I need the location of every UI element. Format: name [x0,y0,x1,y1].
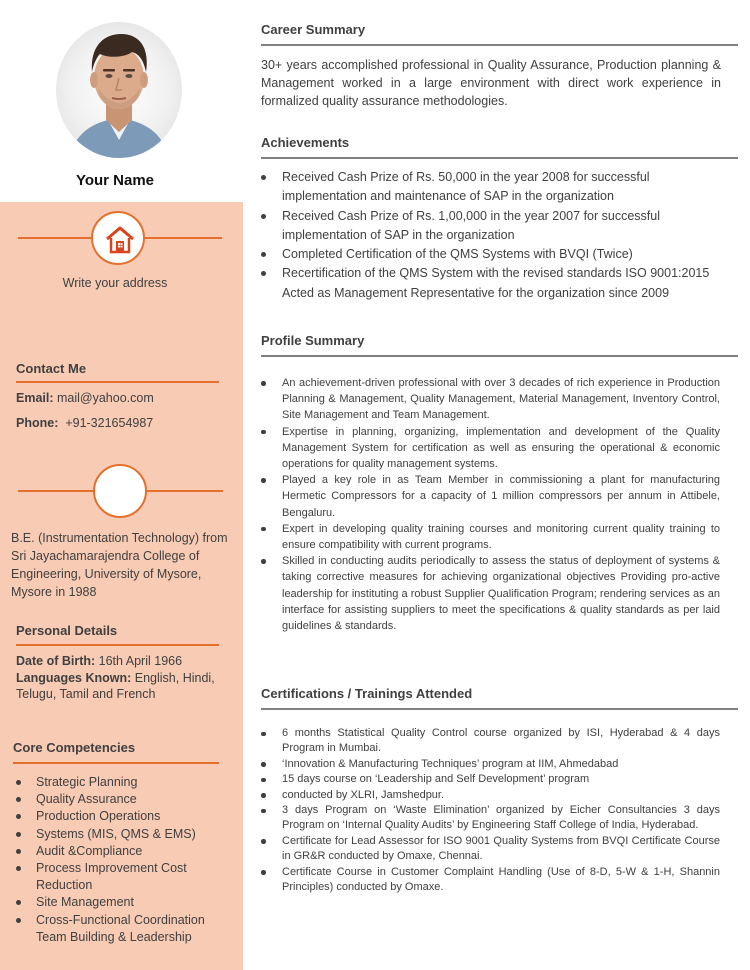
list-item: ‘Innovation & Manufacturing Techniques’ program at IIM, Ahmedabad [282,757,720,772]
certifications-list [282,726,720,895]
profile-summary-list [282,375,720,634]
list-item: Process Improvement Cost Reduction [36,860,236,894]
home-icon-circle [91,211,145,265]
list-item: 6 months Statistical Quality Control course organized by ISI, Hyderabad & 4 days Program in Mumbai. [282,726,720,757]
list-item: Audit &Compliance [36,843,236,860]
education-divider-right [146,490,223,492]
list-item: conducted by XLRI, Jamshedpur. [282,788,720,803]
list-item: Received Cash Prize of Rs. 1,00,000 in the year 2007 for successful implementation of SAP in the organization [282,207,727,246]
phone-line [16,416,153,430]
list-item: Certificate for Lead Assessor for ISO 9001 Quality Systems from BVQI Certificate Course in GR&R conducted by Omaxe, Chennai. [282,834,720,865]
certifications-title: Certifications / Trainings Attended [261,686,473,701]
education-text: B.E. (Instrumentation Technology) from Sri Jayachamarajendra College of Engineering, University of Mysore, Mysore in 1988 [11,531,228,599]
list-item: Expert in developing quality training courses and monitoring current quality training to ensure compatibility with current programs. [282,521,720,553]
address-divider-right [145,237,222,239]
email-line [16,391,154,405]
list-item: 3 days Program on ‘Waste Elimination’ organized by Eicher Consultancies 3 days Program on ‘Internal Quality Audits’ by Engineering Staff College of India, Hyderabad. [282,803,720,834]
list-item: 15 days course on ‘Leadership and Self Development’ program [282,772,720,787]
career-summary-text: 30+ years accomplished professional in Quality Assurance, Production planning & Management worked in a large environment with direct work experience in formalized quality assurance methodologies. [261,58,721,108]
phone-label: Phone: [16,416,59,430]
personal-details-rule [16,644,219,646]
address-divider-left [18,237,92,239]
languages-value: English, Hindi, Telugu, Tamil and French [16,670,215,701]
phone-value: +91-321654987 [65,416,154,430]
education-icon-circle [93,464,147,518]
email-value: mail@yahoo.com [57,391,154,405]
list-item: Cross-Functional Coordination Team Building & Leadership [36,912,236,946]
certifications-rule [261,708,738,710]
profile-photo [56,22,182,158]
list-item: An achievement-driven professional with over 3 decades of rich experience in Production Planning & Management, Quality Management, Material Management, Inventory Control, Site Management and Team Management. [282,375,720,424]
languages-label: Languages Known: [16,670,132,685]
core-competencies-rule [13,762,219,764]
profile-summary-title: Profile Summary [261,333,365,348]
list-item: Production Operations [36,808,236,825]
list-item: Strategic Planning [36,774,236,791]
personal-details-title: Personal Details [16,623,118,638]
list-item: Recertification of the QMS System with the revised standards ISO 9001:2015 Acted as Management Representative for the organization since 2009 [282,264,727,303]
list-item: Expertise in planning, organizing, implementation and development of the Quality Management System for certification as well as ensuring the operational & economic operations for quality management systems. [282,424,720,473]
achievements-title: Achievements [261,135,350,150]
home-icon [104,224,136,256]
list-item: Played a key role in as Team Member in commissioning a plant for manufacturing Hermetic Compressors for a capacity of 1 million compressors per annum in Attibele, Bengaluru. [282,472,720,521]
education-divider-left [18,490,94,492]
dob-line [16,653,231,670]
languages-line [16,670,231,703]
email-label: Email: [16,391,54,405]
profile-summary-rule [261,355,738,357]
achievements-rule [261,157,738,159]
list-item: Quality Assurance [36,791,236,808]
candidate-name: Your Name [75,172,155,189]
core-competencies-list [36,774,236,946]
career-summary-title: Career Summary [261,22,366,37]
personal-details-body [16,653,231,703]
achievements-list [282,168,727,303]
list-item: Received Cash Prize of Rs. 50,000 in the year 2008 for successful implementation and maintenance of SAP in the organization [282,168,727,207]
list-item: Site Management [36,894,236,911]
career-summary-rule [261,44,738,46]
dob-label: Date of Birth: [16,654,96,668]
core-competencies-title: Core Competencies [13,740,136,755]
list-item: Completed Certification of the QMS Systems with BVQI (Twice) [282,245,727,264]
list-item: Certificate Course in Customer Complaint Handling (Use of 8-D, 5-W & 1-H, Shannin Principles) conducted by Omaxe. [282,865,720,896]
list-item: Skilled in conducting audits periodically to assess the status of deployment of systems & taking corrective measures for achieving organizational objectives Providing pro-active leadership for instituting a robust Supplier Qualification Program; rendering services as an interface for assisting suppliers to meet the specifications & quality standards as per laid guidelines & standards. [282,553,720,634]
contact-title: Contact Me [16,361,87,376]
dob-value: 16th April 1966 [98,654,183,668]
address-text: Write your address [62,276,168,290]
list-item: Systems (MIS, QMS & EMS) [36,826,236,843]
contact-rule [16,381,219,383]
person-portrait-icon [56,22,182,158]
